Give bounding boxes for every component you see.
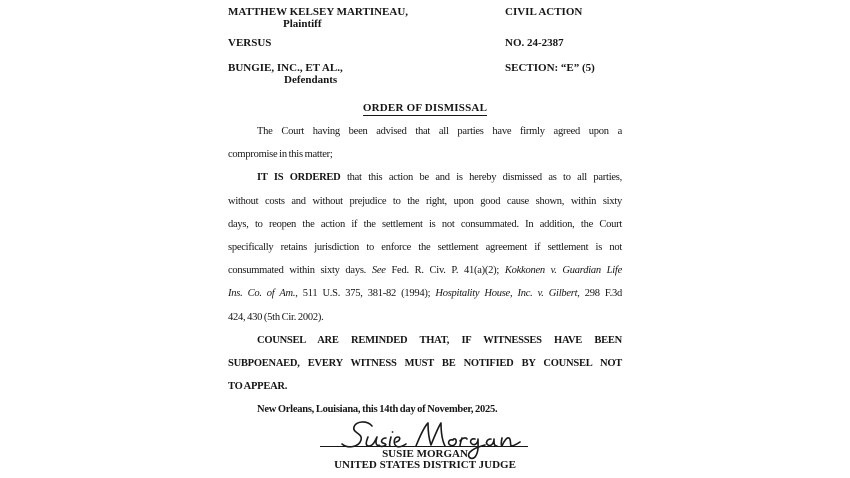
order-body-line: [228, 259, 622, 282]
text-run: compromise in this matter;: [228, 149, 333, 161]
text-run: 298 F.3d: [579, 288, 622, 300]
order-body-line: [228, 375, 622, 398]
order-title-text: ORDER OF DISMISSAL: [362, 102, 488, 114]
text-run: New Orleans, Louisiana, this 14th day of November, 2025.: [257, 404, 498, 416]
plaintiff-role: Plaintiff: [283, 18, 322, 30]
text-run: Hospitality House, Inc. v. Gilbert,: [435, 288, 580, 300]
text-run: consummated within sixty days.: [228, 265, 372, 277]
judge-signature-script: [328, 416, 523, 462]
section-label: SECTION: “E” (5): [505, 62, 595, 74]
order-title: [228, 102, 622, 114]
text-run: SUBPOENAED, EVERY WITNESS MUST BE NOTIFIED BY COUNSEL NOT: [228, 358, 622, 370]
text-run: IT IS ORDERED: [257, 172, 341, 184]
order-body-line: [228, 213, 622, 236]
text-run: days, to reopen the action if the settlement is not consummated. In addition, the Court: [228, 218, 622, 230]
order-body-line: [228, 190, 622, 213]
plaintiff-name: MATTHEW KELSEY MARTINEAU,: [228, 6, 409, 18]
order-body-line: [228, 166, 622, 189]
case-number: NO. 24-2387: [505, 37, 564, 49]
text-run: COUNSEL ARE REMINDED THAT, IF WITNESSES HAVE BEEN: [257, 334, 622, 346]
text-run: The Court having been advised that all parties have firmly agreed upon a: [257, 126, 622, 137]
order-body-line: [228, 120, 622, 143]
text-run: that this action be and is hereby dismissed as to all parties,: [340, 172, 622, 184]
text-run: Ins. Co. of Am.,: [228, 288, 298, 300]
document-body: [228, 0, 622, 478]
defendant-name: BUNGIE, INC., ET AL.,: [228, 62, 343, 74]
order-body-line: [228, 143, 622, 166]
text-run: Fed. R. Civ. P. 41(a)(2);: [385, 265, 505, 277]
judge-title: UNITED STATES DISTRICT JUDGE: [334, 459, 516, 471]
defendant-role: Defendants: [284, 74, 338, 86]
order-body-line: [228, 236, 622, 259]
versus-label: VERSUS: [228, 37, 272, 49]
order-body-line: [228, 329, 622, 352]
civil-action-label: CIVIL ACTION: [505, 6, 583, 18]
order-body-line: [228, 352, 622, 375]
text-run: without costs and without prejudice to the right, upon good cause shown, within sixty: [228, 195, 622, 207]
text-run: TO APPEAR.: [228, 381, 288, 393]
judge-name: SUSIE MORGAN: [382, 448, 468, 460]
text-run: specifically retains jurisdiction to enforce the settlement agreement if settlement is not: [228, 242, 622, 254]
order-body-line: [228, 282, 622, 305]
text-run: 511 U.S. 375, 381-82 (1994);: [297, 288, 436, 300]
text-run: See: [371, 265, 386, 277]
order-body: [228, 120, 622, 422]
order-body-line: [228, 306, 622, 329]
text-run: 424, 430 (5th Cir. 2002).: [228, 311, 324, 323]
text-run: Kokkonen v. Guardian Life: [504, 265, 623, 277]
